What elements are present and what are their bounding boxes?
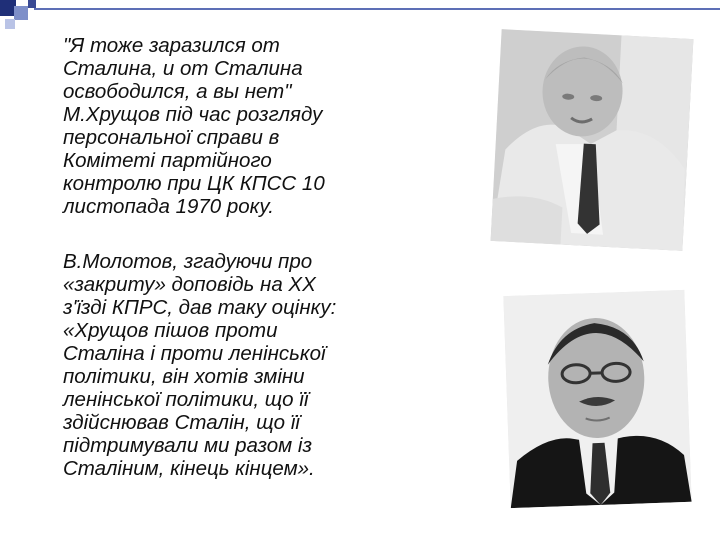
khrushchev-portrait-image [491,29,694,251]
molotov-photo [503,290,691,508]
molotov-quote-block [63,250,403,480]
khrushchev-quote-block [63,34,403,218]
decor-square [5,19,15,29]
khrushchev-photo [491,29,694,251]
khrushchev-quote-text: "Я тоже заразился от Сталина, и от Сталина освободился, а вы нет" М.Хрущов під час розгляду персональної справи в Комітеті партійного контролю при ЦК КПСС 10 листопада 1970 року. [63,34,325,218]
header-rule [34,8,720,10]
decor-square [28,0,36,8]
decor-square [14,6,28,20]
molotov-portrait-image [503,290,691,508]
molotov-quote-text: В.Молотов, згадуючи про «закриту» доповідь на XX з'їзді КПРС, дав таку оцінку: «Хрущов пішов проти Сталіна і проти ленінської політики, він хотів зміни ленінської політики, що її здійснював Сталін, що її підтримували ми разом із Сталіним, кінець кінцем». [63,250,337,480]
